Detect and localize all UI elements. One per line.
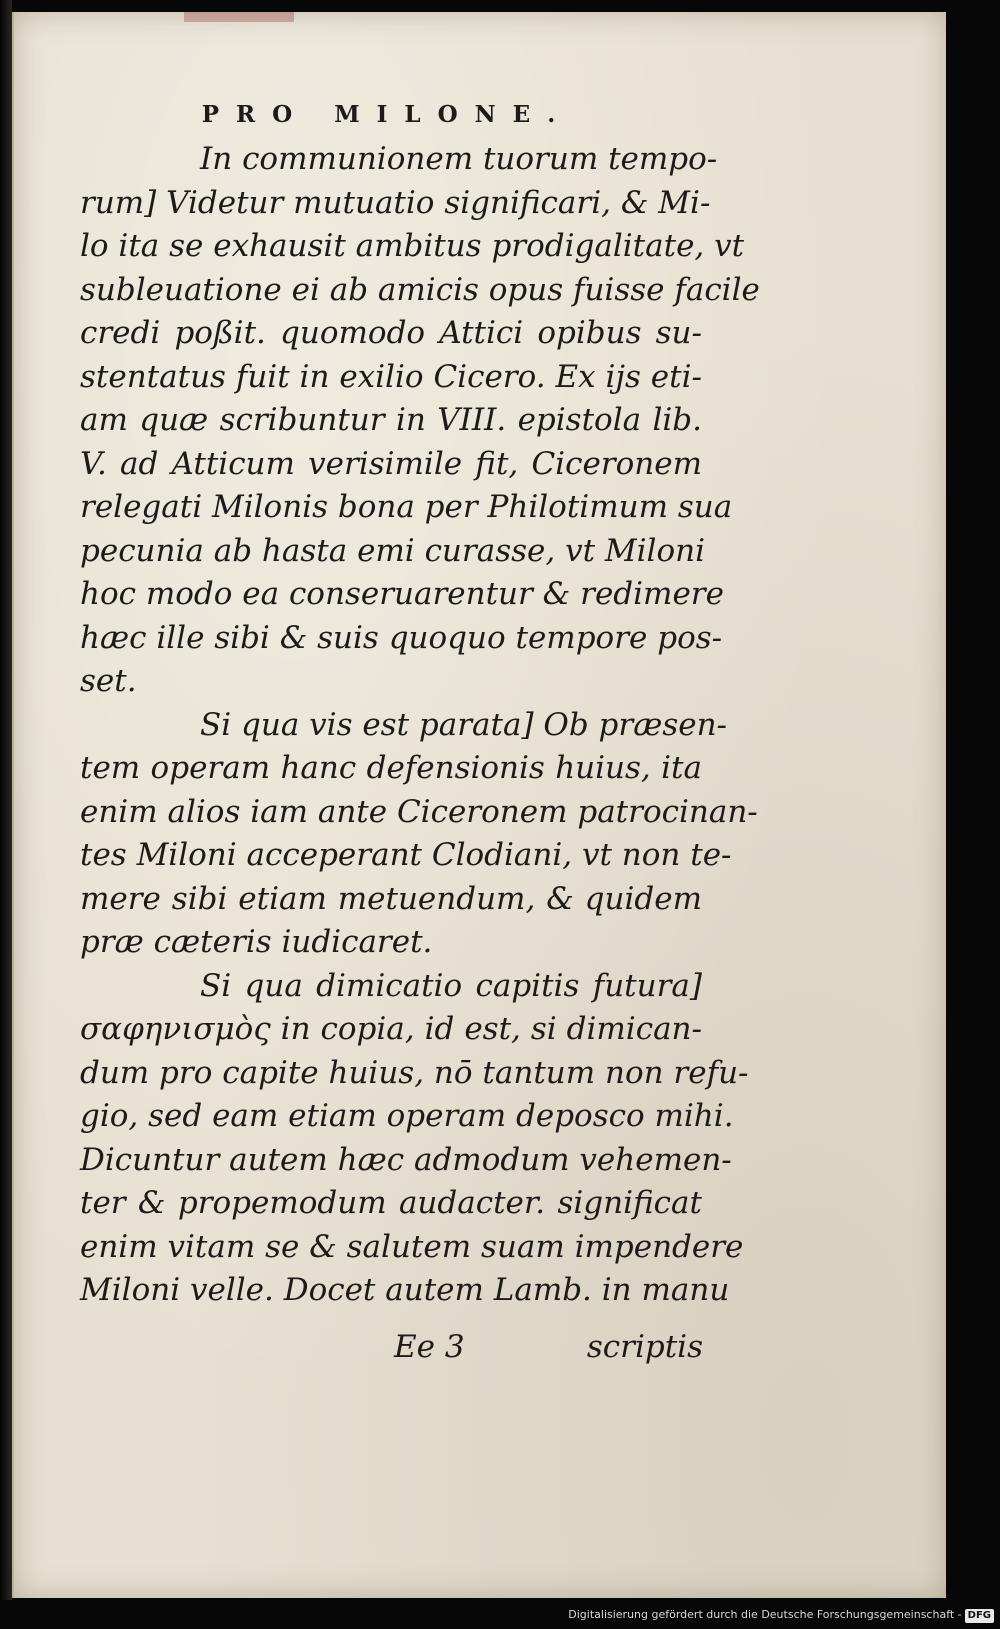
text-line: Si qua dimicatio capitis futura]	[200, 967, 702, 1004]
paragraph	[80, 965, 749, 1313]
page-text-block	[80, 96, 760, 1313]
text-line: ter & propemodum audacter. significat	[80, 1185, 702, 1221]
signature-mark: Ee 3	[394, 1329, 465, 1365]
text-line: subleuatione ei ab amicis opus fuisse facile	[80, 271, 760, 308]
text-line: hæc ille sibi & suis quoquo tempore pos-	[80, 619, 723, 656]
text-line: set.	[80, 663, 137, 699]
text-line: hoc modo ea conseruarentur & redimere	[80, 576, 724, 612]
text-line: am quæ scribuntur in VIII. epistola lib.	[80, 402, 702, 438]
text-line: præ cæteris iudicaret.	[80, 924, 433, 960]
text-line: relegati Milonis bona per Philotimum sua	[80, 489, 733, 525]
catchword: scriptis	[586, 1329, 703, 1365]
book-binding-edge	[0, 0, 12, 1600]
credit-text: Digitalisierung gefördert durch die Deutsche Forschungsgemeinschaft -	[568, 1608, 962, 1621]
running-header: PRO MILONE.	[201, 101, 573, 128]
text-line: stentatus fuit in exilio Cicero. Ex ijs eti-	[80, 358, 702, 395]
text-line: In communionem tuorum tempo-	[200, 141, 718, 177]
text-line: enim vitam se & salutem suam impendere	[80, 1228, 744, 1265]
text-line: lo ita se exhausit ambitus prodigalitate, vt	[80, 228, 745, 264]
text-line: enim alios iam ante Ciceronem patrocinan-	[80, 793, 758, 830]
text-line: Si qua vis est parata] Ob præsen-	[200, 706, 728, 743]
dfg-logo: DFG	[965, 1609, 994, 1623]
paragraph	[80, 704, 758, 965]
text-line: Dicuntur autem hæc admodum vehemen-	[80, 1141, 732, 1178]
text-line: rum] Videtur mutuatio significari, & Mi-	[80, 184, 711, 221]
digitization-credit	[568, 1605, 994, 1625]
text-line: tes Miloni acceperant Clodiani, vt non te-	[80, 837, 732, 873]
page-footer	[81, 1325, 703, 1369]
text-line: mere sibi etiam metuendum, & quidem	[80, 880, 702, 917]
text-line: Miloni velle. Docet autem Lamb. in manu	[80, 1272, 730, 1308]
page-stain	[184, 12, 294, 22]
paragraph	[80, 138, 760, 704]
body-text	[80, 138, 760, 1313]
text-line: credi poßit. quomodo Attici opibus su-	[80, 315, 702, 351]
text-line: V. ad Atticum verisimile fit, Ciceronem	[80, 445, 702, 482]
text-line: tem operam hanc defensionis huius, ita	[80, 750, 702, 786]
text-line: gio, sed eam etiam operam deposco mihi.	[80, 1098, 734, 1134]
text-line: dum pro capite huius, nō tantum non refu-	[80, 1054, 749, 1091]
text-line: pecunia ab hasta emi curasse, vt Miloni	[80, 532, 706, 569]
text-line: σαφηνισμὸς in copia, id est, si dimican-	[80, 1011, 702, 1047]
